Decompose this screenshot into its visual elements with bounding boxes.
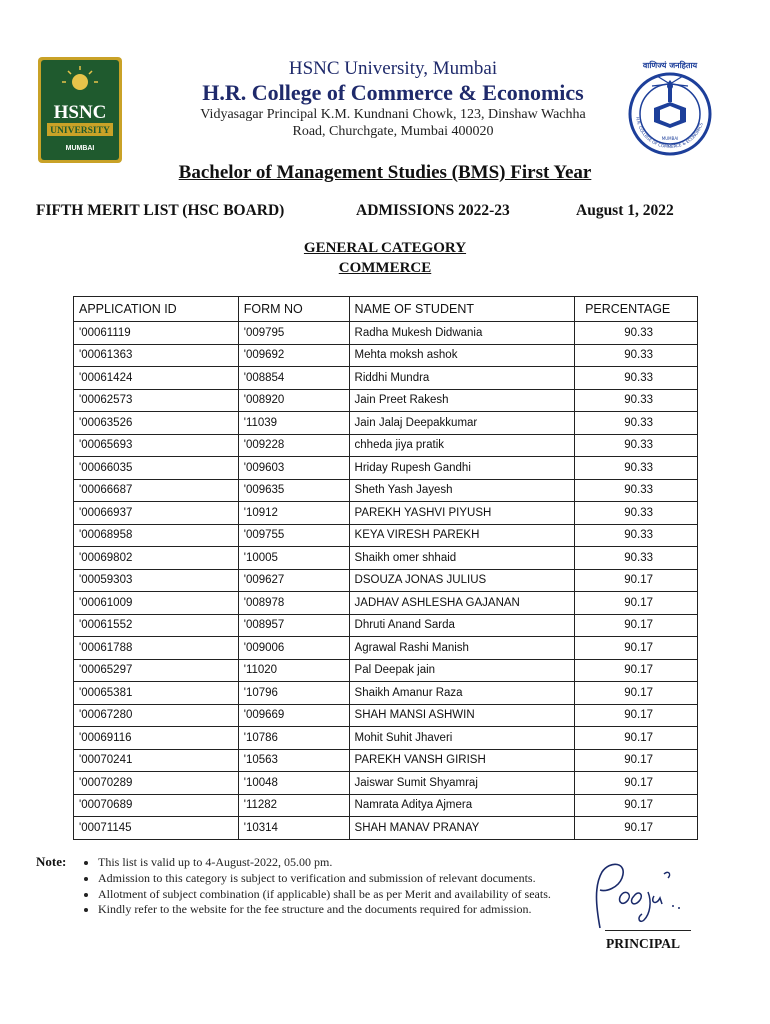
percentage-cell: 90.17 <box>575 682 698 705</box>
admissions-year: ADMISSIONS 2022-23 <box>356 202 510 219</box>
table-row <box>74 547 698 570</box>
form-no-cell: '009755 <box>238 524 349 547</box>
seal-ring-text: H.R. COLLEGE OF COMMERCE & ECONOMICS <box>635 116 704 150</box>
percentage-cell: 90.17 <box>575 772 698 795</box>
percentage-cell: 90.17 <box>575 749 698 772</box>
table-row <box>74 659 698 682</box>
application-id-cell: '00065693 <box>74 434 239 457</box>
table-row <box>74 817 698 840</box>
table-row <box>74 704 698 727</box>
table-row <box>74 592 698 615</box>
college-name: H.R. College of Commerce & Economics <box>202 80 584 105</box>
header-student-name: NAME OF STUDENT <box>349 297 575 322</box>
university-name: HSNC University, Mumbai <box>288 58 498 79</box>
application-id-cell: '00061363 <box>74 344 239 367</box>
table-row <box>74 389 698 412</box>
student-name-cell: Shaikh omer shhaid <box>349 547 575 570</box>
hr-college-seal-logo <box>624 58 716 158</box>
application-id-cell: '00061009 <box>74 592 239 615</box>
application-id-cell: '00065381 <box>74 682 239 705</box>
percentage-cell: 90.17 <box>575 659 698 682</box>
application-id-cell: '00066687 <box>74 479 239 502</box>
percentage-cell: 90.17 <box>575 592 698 615</box>
table-row <box>74 344 698 367</box>
form-no-cell: '009627 <box>238 569 349 592</box>
note-item: • Admission to this category is subject to verification and submission of relevant documents. <box>98 871 568 886</box>
application-id-cell: '00067280 <box>74 704 239 727</box>
student-name-cell: Dhruti Anand Sarda <box>349 614 575 637</box>
student-name-cell: KEYA VIRESH PAREKH <box>349 524 575 547</box>
table-row <box>74 794 698 817</box>
form-no-cell: '10912 <box>238 502 349 525</box>
notes-list <box>82 855 568 918</box>
course-title: Bachelor of Management Studies (BMS) First Year <box>178 162 592 183</box>
table-row <box>74 412 698 435</box>
form-no-cell: '10563 <box>238 749 349 772</box>
student-name-cell: Jaiswar Sumit Shyamraj <box>349 772 575 795</box>
application-id-cell: '00061552 <box>74 614 239 637</box>
logo-left-subtitle: UNIVERSITY <box>50 126 110 136</box>
table-row <box>74 457 698 480</box>
percentage-cell: 90.33 <box>575 389 698 412</box>
logo-left-title: HSNC <box>53 102 107 123</box>
form-no-cell: '009669 <box>238 704 349 727</box>
table-row <box>74 614 698 637</box>
student-name-cell: PAREKH VANSH GIRISH <box>349 749 575 772</box>
stream-heading: COMMERCE <box>338 260 432 276</box>
percentage-cell: 90.33 <box>575 479 698 502</box>
header-form-no: FORM NO <box>238 297 349 322</box>
student-name-cell: Mohit Suhit Jhaveri <box>349 727 575 750</box>
student-name-cell: Sheth Yash Jayesh <box>349 479 575 502</box>
principal-signature <box>588 856 698 936</box>
percentage-cell: 90.33 <box>575 547 698 570</box>
address-line-1: Vidyasagar Principal K.M. Kundnani Chowk, 123, Dinshaw Wachha <box>200 107 586 122</box>
percentage-cell: 90.33 <box>575 344 698 367</box>
percentage-cell: 90.33 <box>575 412 698 435</box>
student-name-cell: JADHAV ASHLESHA GAJANAN <box>349 592 575 615</box>
principal-title: PRINCIPAL <box>606 936 680 951</box>
merit-list-label: FIFTH MERIT LIST (HSC BOARD) <box>36 202 285 219</box>
table-row <box>74 772 698 795</box>
form-no-cell: '009692 <box>238 344 349 367</box>
application-id-cell: '00069116 <box>74 727 239 750</box>
table-row <box>74 682 698 705</box>
student-name-cell: Pal Deepak jain <box>349 659 575 682</box>
table-row <box>74 367 698 390</box>
student-name-cell: Radha Mukesh Didwania <box>349 322 575 345</box>
student-name-cell: Mehta moksh ashok <box>349 344 575 367</box>
list-date: August 1, 2022 <box>576 202 674 219</box>
form-no-cell: '009635 <box>238 479 349 502</box>
percentage-cell: 90.33 <box>575 367 698 390</box>
form-no-cell: '008854 <box>238 367 349 390</box>
application-id-cell: '00070689 <box>74 794 239 817</box>
application-id-cell: '00061788 <box>74 637 239 660</box>
table-row <box>74 524 698 547</box>
form-no-cell: '10786 <box>238 727 349 750</box>
student-name-cell: PAREKH YASHVI PIYUSH <box>349 502 575 525</box>
percentage-cell: 90.17 <box>575 704 698 727</box>
percentage-cell: 90.33 <box>575 434 698 457</box>
form-no-cell: '008978 <box>238 592 349 615</box>
form-no-cell: '10314 <box>238 817 349 840</box>
student-name-cell: DSOUZA JONAS JULIUS <box>349 569 575 592</box>
header-application-id: APPLICATION ID <box>74 297 239 322</box>
note-item: • Kindly refer to the website for the fee structure and the documents required for admission. <box>98 902 568 917</box>
percentage-cell: 90.17 <box>575 727 698 750</box>
form-no-cell: '009006 <box>238 637 349 660</box>
student-name-cell: Agrawal Rashi Manish <box>349 637 575 660</box>
percentage-cell: 90.17 <box>575 569 698 592</box>
student-name-cell: chheda jiya pratik <box>349 434 575 457</box>
application-id-cell: '00063526 <box>74 412 239 435</box>
application-id-cell: '00070241 <box>74 749 239 772</box>
table-row <box>74 479 698 502</box>
address-line-2: Road, Churchgate, Mumbai 400020 <box>292 124 494 139</box>
percentage-cell: 90.17 <box>575 637 698 660</box>
table-row <box>74 322 698 345</box>
percentage-cell: 90.33 <box>575 502 698 525</box>
form-no-cell: '11020 <box>238 659 349 682</box>
form-no-cell: '008957 <box>238 614 349 637</box>
application-id-cell: '00065297 <box>74 659 239 682</box>
application-id-cell: '00069802 <box>74 547 239 570</box>
application-id-cell: '00070289 <box>74 772 239 795</box>
table-row <box>74 434 698 457</box>
application-id-cell: '00059303 <box>74 569 239 592</box>
application-id-cell: '00062573 <box>74 389 239 412</box>
signature-line <box>605 930 691 931</box>
percentage-cell: 90.33 <box>575 457 698 480</box>
form-no-cell: '11282 <box>238 794 349 817</box>
application-id-cell: '00061119 <box>74 322 239 345</box>
student-name-cell: Shaikh Amanur Raza <box>349 682 575 705</box>
note-label: Note: <box>36 854 67 869</box>
percentage-cell: 90.17 <box>575 817 698 840</box>
seal-motto: वाणिज्यं जनहिताय <box>642 61 698 70</box>
student-name-cell: SHAH MANSI ASHWIN <box>349 704 575 727</box>
merit-table <box>73 296 698 840</box>
form-no-cell: '11039 <box>238 412 349 435</box>
application-id-cell: '00066937 <box>74 502 239 525</box>
table-row <box>74 727 698 750</box>
student-name-cell: Namrata Aditya Ajmera <box>349 794 575 817</box>
student-name-cell: Riddhi Mundra <box>349 367 575 390</box>
student-name-cell: Jain Jalaj Deepakkumar <box>349 412 575 435</box>
table-row <box>74 637 698 660</box>
table-row <box>74 569 698 592</box>
form-no-cell: '009228 <box>238 434 349 457</box>
application-id-cell: '00068958 <box>74 524 239 547</box>
student-name-cell: Hriday Rupesh Gandhi <box>349 457 575 480</box>
note-item: • Allotment of subject combination (if applicable) shall be as per Merit and availability of seats. <box>98 887 568 902</box>
student-name-cell: SHAH MANAV PRANAY <box>349 817 575 840</box>
percentage-cell: 90.17 <box>575 794 698 817</box>
percentage-cell: 90.33 <box>575 524 698 547</box>
category-heading: GENERAL CATEGORY <box>303 240 467 256</box>
note-item: • This list is valid up to 4-August-2022, 05.00 pm. <box>98 855 568 870</box>
form-no-cell: '10048 <box>238 772 349 795</box>
table-header-row <box>74 297 698 322</box>
seal-city: MUMBAI <box>661 136 679 141</box>
form-no-cell: '10005 <box>238 547 349 570</box>
percentage-cell: 90.17 <box>575 614 698 637</box>
form-no-cell: '10796 <box>238 682 349 705</box>
application-id-cell: '00071145 <box>74 817 239 840</box>
header-percentage: PERCENTAGE <box>575 297 698 322</box>
table-row <box>74 502 698 525</box>
form-no-cell: '008920 <box>238 389 349 412</box>
student-name-cell: Jain Preet Rakesh <box>349 389 575 412</box>
form-no-cell: '009603 <box>238 457 349 480</box>
form-no-cell: '009795 <box>238 322 349 345</box>
logo-left-city: MUMBAI <box>65 145 95 152</box>
application-id-cell: '00061424 <box>74 367 239 390</box>
table-row <box>74 749 698 772</box>
application-id-cell: '00066035 <box>74 457 239 480</box>
percentage-cell: 90.33 <box>575 322 698 345</box>
